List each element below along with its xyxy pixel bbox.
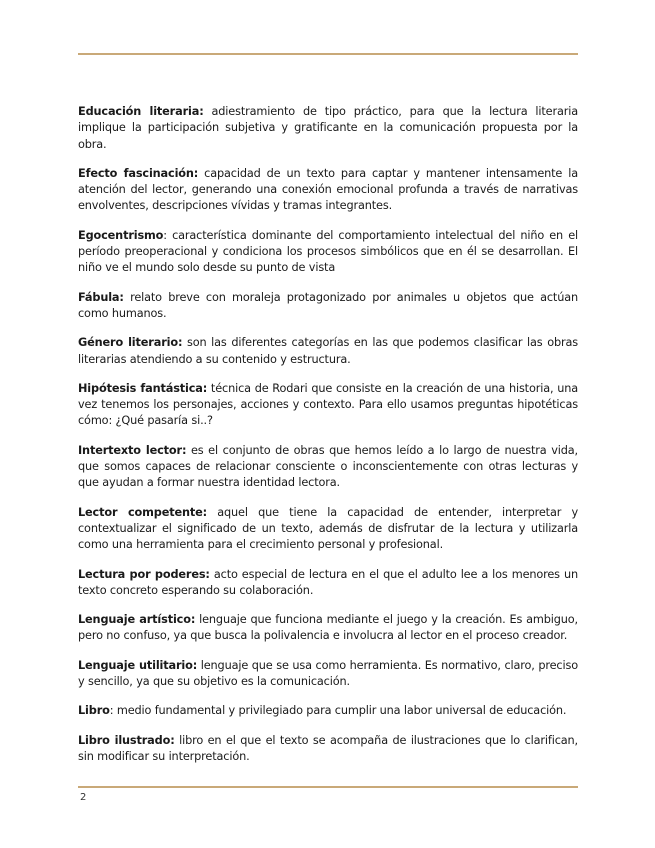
page-number: 2 [80,792,87,803]
glossary-entry [78,733,578,766]
glossary-entry [78,228,578,277]
glossary-entry [78,567,578,600]
glossary-entry [78,290,578,323]
glossary-term: Libro ilustrado: [78,733,175,747]
bottom-divider [78,786,578,788]
glossary-definition: : medio fundamental y privilegiado para cumplir una labor universal de educación. [109,704,567,718]
glossary-entry [78,703,578,719]
glossary-term: Lector competente: [78,505,207,519]
glossary-entry [78,612,578,645]
glossary-term: Intertexto lector: [78,443,187,457]
glossary-definition: libro en el que el texto se acompaña de ilustraciones que lo clarifican, sin modificar su interpretación. [78,733,578,763]
top-divider [78,53,578,55]
glossary-entry [78,166,578,215]
glossary-term: Egocentrismo [78,228,164,242]
glossary-definition: capacidad de un texto para captar y mantener intensamente la atención del lector, generando una conexión emocional profunda a través de narrativas envolventes, descripciones vívidas y tramas integrantes. [78,166,578,213]
glossary-term: Lenguaje artístico: [78,613,196,627]
glossary-entry [78,443,578,492]
glossary-term: Libro [78,704,110,718]
glossary-definition: lenguaje que funciona mediante el juego y la creación. Es ambiguo, pero no confuso, ya que busca la polivalencia e involucra al lector en el proceso creador. [78,613,578,643]
glossary-entry [78,505,578,554]
glossary-definition: : característica dominante del comportamiento intelectual del niño en el período preoperacional y condiciona los procesos simbólicos que en él se desarrollan. El niño ve el mundo solo desde su punto de vista [78,228,578,275]
glossary-term: Fábula: [78,290,124,304]
glossary-definition: técnica de Rodari que consiste en la creación de una historia, una vez tenemos los personajes, acciones y contexto. Para ello usamos preguntas hipotéticas cómo: ¿Qué pasaría si..? [78,381,579,428]
glossary-entry [78,335,578,368]
glossary-term: Lectura por poderes: [78,567,210,581]
glossary-definition: es el conjunto de obras que hemos leído a lo largo de nuestra vida, que somos capaces de relacionar consciente o inconscientemente con otras lecturas y que ayudan a formar nuestra identidad lectora. [78,443,578,490]
glossary-entry [78,104,578,153]
glossary-term: Hipótesis fantástica: [78,381,208,395]
glossary-term: Efecto fascinación: [78,166,199,180]
glossary-term: Género literario: [78,336,183,350]
glossary-term: Lenguaje utilitario: [78,658,198,672]
glossary-entry [78,381,578,430]
glossary-definition: aquel que tiene la capacidad de entender, interpretar y contextualizar el significado de un texto, además de disfrutar de la lectura y utilizarla como una herramienta para el crecimiento personal y profesional. [78,505,578,552]
glossary-definition: lenguaje que se usa como herramienta. Es normativo, claro, preciso y sencillo, ya que su objetivo es la comunicación. [78,658,578,689]
glossary-term: Educación literaria: [78,105,204,118]
glossary-definition: relato breve con moraleja protagonizado por animales u objetos que actúan como humanos. [78,290,578,320]
glossary-entry [78,658,578,691]
glossary-definition: acto especial de lectura en el que el adulto lee a los menores un texto concreto esperando su colaboración. [78,567,578,597]
glossary-definition: adiestramiento de tipo práctico, para que la lectura literaria implique la participación subjetiva y gratificante en la comunicación propuesta por la obra. [78,105,578,151]
glossary-definition: son las diferentes categorías en las que podemos clasificar las obras literarias atendiendo a su contenido y estructura. [78,336,578,366]
glossary [78,104,578,778]
